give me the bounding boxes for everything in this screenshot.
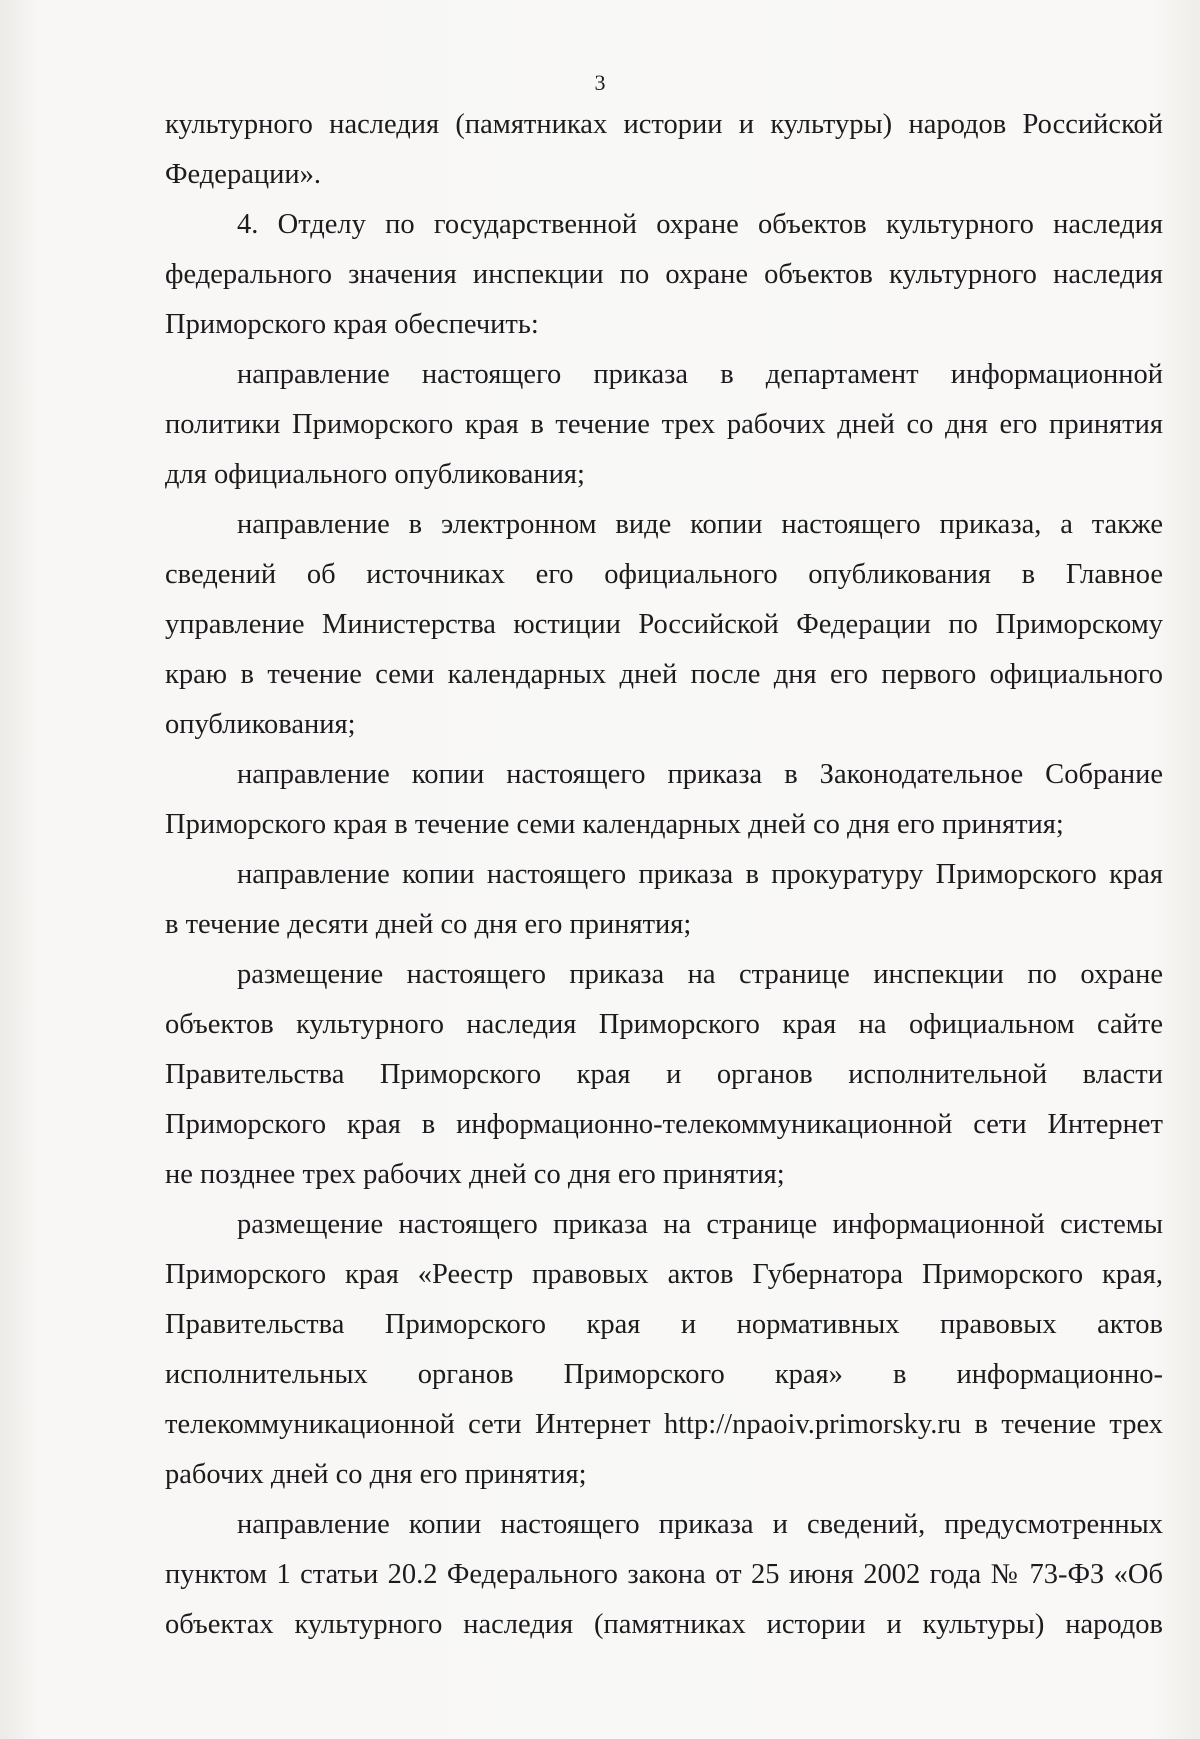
text-line: Приморского края в течение семи календарных дней со дня его принятия; [165,809,1064,840]
text-line: культурного наследия (памятниках истории и культуры) народов Российской [165,109,1163,140]
text-line: Правительства Приморского края и нормативных правовых актов [165,1309,1163,1340]
text-line: в течение десяти дней со дня его принятия; [165,909,692,940]
text-line: объектов культурного наследия Приморского края на официальном сайте [165,1009,1163,1040]
text-line: политики Приморского края в течение трех рабочих дней со дня его принятия [165,409,1163,440]
text-line: исполнительных органов Приморского края» в информационно- [165,1359,1163,1390]
text-line: направление копии настоящего приказа и сведений, предусмотренных [237,1509,1163,1540]
text-line: федерального значения инспекции по охране объектов культурного наследия [165,259,1163,290]
text-line: краю в течение семи календарных дней после дня его первого официального [165,659,1163,690]
text-line: Федерации». [165,159,321,190]
text-line: пунктом 1 статьи 20.2 Федерального закона от 25 июня 2002 года № 73-ФЗ «Об [165,1559,1163,1590]
text-line: направление копии настоящего приказа в Законодательное Собрание [237,759,1163,790]
text-line: 4. Отделу по государственной охране объектов культурного наследия [237,209,1163,240]
text-line: рабочих дней со дня его принятия; [165,1459,587,1490]
document-body [165,100,1163,1650]
text-line: направление копии настоящего приказа в прокуратуру Приморского края [237,859,1163,890]
text-line: опубликования; [165,709,356,740]
text-line: Приморского края в информационно-телекоммуникационной сети Интернет [165,1109,1163,1140]
text-line: направление настоящего приказа в департамент информационной [237,359,1163,390]
text-line: Приморского края «Реестр правовых актов Губернатора Приморского края, [165,1259,1163,1290]
text-line: управление Министерства юстиции Российской Федерации по Приморскому [165,609,1163,640]
page-number: 3 [594,70,606,95]
text-line: Правительства Приморского края и органов исполнительной власти [165,1059,1163,1090]
text-line: телекоммуникационной сети Интернет http://npaoiv.primorsky.ru в течение трех [165,1409,1163,1440]
text-line: объектах культурного наследия (памятниках истории и культуры) народов [165,1609,1163,1640]
text-line: не позднее трех рабочих дней со дня его принятия; [165,1159,785,1190]
text-line: размещение настоящего приказа на странице инспекции по охране [237,959,1163,990]
text-line: Приморского края обеспечить: [165,309,539,340]
text-line: для официального опубликования; [165,459,585,490]
text-line: сведений об источниках его официального опубликования в Главное [165,559,1163,590]
text-line: направление в электронном виде копии настоящего приказа, а также [237,509,1163,540]
text-line: размещение настоящего приказа на странице информационной системы [237,1209,1163,1240]
